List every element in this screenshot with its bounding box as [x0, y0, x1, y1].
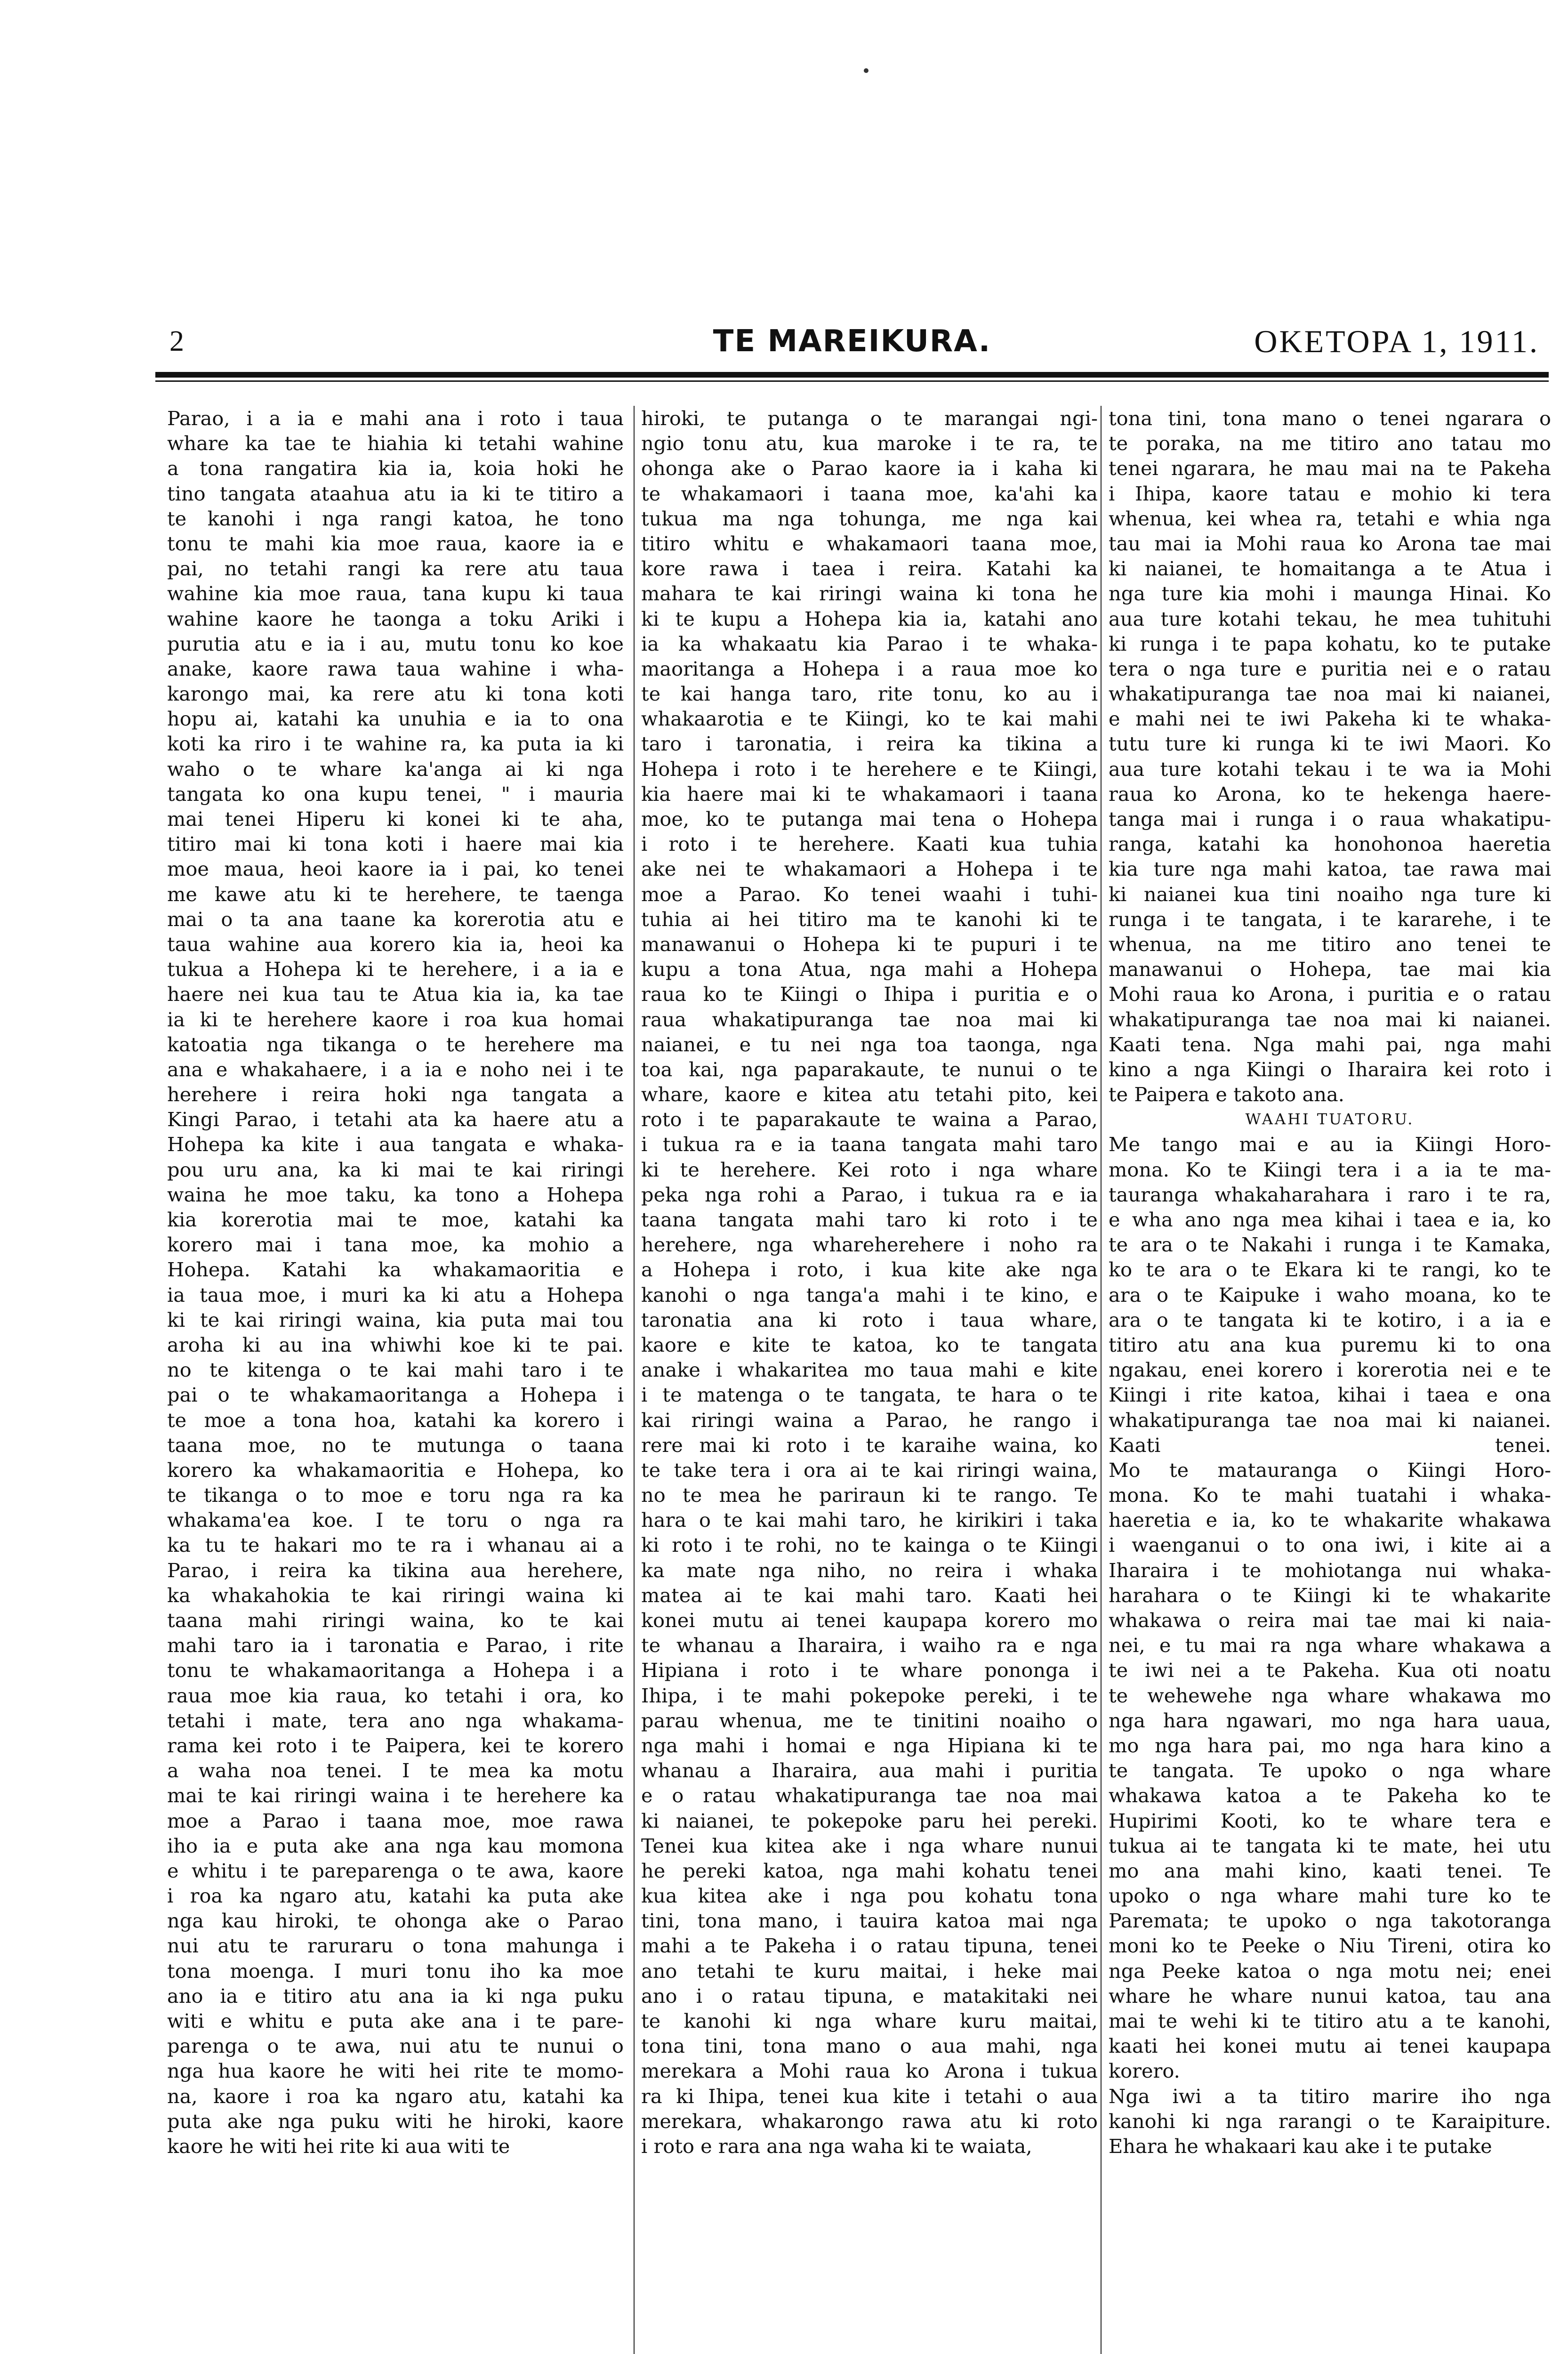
header-rule-thick	[155, 372, 1549, 378]
text-line: Parao, i reira ka tikina aua herehere,	[167, 1558, 624, 1582]
text-line: kanohi o nga tanga'a mahi i te kino, e	[641, 1283, 1098, 1306]
text-line: tau mai ia Mohi raua ko Arona tae mai	[1109, 532, 1551, 555]
text-line: whakatipuranga tae noa mai ki naianei,	[1109, 682, 1551, 706]
text-line: Kaati tena. Nga mahi pai, nga mahi	[1109, 1032, 1551, 1056]
text-line: nga ture kia mohi i maunga Hinai. Ko	[1109, 582, 1551, 605]
text-line: runga i te tangata, i te kararehe, i te	[1109, 907, 1551, 931]
text-line: tera o nga ture e puritia nei e o ratau	[1109, 657, 1551, 680]
text-line: tutu ture ki runga ki te iwi Maori. Ko	[1109, 732, 1551, 756]
text-line: Kaati tenei.	[1109, 1433, 1551, 1457]
text-line: i te matenga o te tangata, te hara o te	[641, 1383, 1098, 1407]
text-line: whenua, na me titiro ano tenei te	[1109, 932, 1551, 956]
text-line: rere mai ki roto i te karaihe waina, ko	[641, 1433, 1098, 1457]
text-line: Parao, i a ia e mahi ana i roto i taua	[167, 407, 624, 430]
text-line: raua ko te Kiingi o Ihipa i puritia e o	[641, 983, 1098, 1006]
text-line: kore rawa i taea i reira. Katahi ka	[641, 557, 1098, 580]
print-speck	[864, 68, 868, 73]
text-line: taana tangata mahi taro ki roto i te	[641, 1208, 1098, 1231]
page-number: 2	[169, 325, 184, 357]
text-line: maoritanga a Hohepa i a raua moe ko	[641, 657, 1098, 680]
text-line: na, kaore i roa ka ngaro atu, katahi ka	[167, 2084, 624, 2108]
text-line: wahine kia moe raua, tana kupu ki taua	[167, 582, 624, 605]
text-line: raua moe kia raua, ko tetahi i ora, ko	[167, 1684, 624, 1707]
text-line: te tikanga o to moe e toru nga ra ka	[167, 1483, 624, 1507]
text-line: hara o te kai mahi taro, he kirikiri i taka	[641, 1508, 1098, 1532]
text-line: te kanohi ki nga whare kuru maitai,	[641, 2009, 1098, 2032]
text-line: nei, e tu mai ra nga whare whakawa a	[1109, 1634, 1551, 1657]
text-line: mahara te kai riringi waina ki tona he	[641, 582, 1098, 605]
text-line: titiro atu ana kua puremu ki to ona	[1109, 1333, 1551, 1356]
text-line: tuhia ai hei titiro ma te kanohi ki te	[641, 907, 1098, 931]
text-line: korero mai i tana moe, ka mohio a	[167, 1233, 624, 1257]
text-line: ki naianei, te homaitanga a te Atua i	[1109, 557, 1551, 580]
text-line: mahi a te Pakeha i o ratau tipuna, tenei	[641, 1934, 1098, 1958]
text-line: anake, kaore rawa taua wahine i wha-	[167, 657, 624, 680]
text-line: mai o ta ana taane ka korerotia atu e	[167, 907, 624, 931]
text-line: Ihipa, i te mahi pokepoke pereki, i te	[641, 1684, 1098, 1707]
text-line: i roto e rara ana nga waha ki te waiata,	[641, 2134, 1032, 2158]
text-line: ara o te Kaipuke i waho moana, ko te	[1109, 1283, 1551, 1306]
text-line: matea ai te kai mahi taro. Kaati hei	[641, 1583, 1098, 1607]
text-line: ki te herehere. Kei roto i nga whare	[641, 1158, 1098, 1181]
text-line: titiro mai ki tona koti i haere mai kia	[167, 832, 624, 856]
text-line: no te mea he pariraun ki te rango. Te	[641, 1483, 1098, 1507]
column-3	[1109, 406, 1551, 2354]
text-line: te take tera i ora ai te kai riringi waina,	[641, 1458, 1098, 1482]
text-line: nui atu te raruraru o tona mahunga i	[167, 1934, 624, 1958]
newspaper-title: TE MAREIKURA.	[713, 324, 991, 359]
text-line: haere nei kua tau te Atua kia ia, ka tae	[167, 983, 624, 1006]
text-line: Iharaira i te mohiotanga nui whaka-	[1109, 1558, 1551, 1582]
text-line: ake nei te whakamaori a Hohepa i te	[641, 857, 1098, 881]
text-line: mahi taro ia i taronatia e Parao, i rite	[167, 1634, 624, 1657]
text-line: te moe a tona hoa, katahi ka korero i	[167, 1408, 624, 1432]
text-line: ana e whakahaere, i a ia e noho nei i te	[167, 1057, 624, 1081]
text-line: te ara o te Nakahi i runga i te Kamaka,	[1109, 1233, 1551, 1257]
text-line: herehere i reira hoki nga tangata a	[167, 1083, 624, 1106]
text-line: e wha ano nga mea kihai i taea e ia, ko	[1109, 1208, 1551, 1231]
text-line: i roa ka ngaro atu, katahi ka puta ake	[167, 1884, 624, 1908]
text-line: whakatipuranga tae noa mai ki naianei.	[1109, 1408, 1551, 1432]
text-line: ki runga i te papa kohatu, ko te putake	[1109, 632, 1551, 655]
text-line: nga hara ngawari, mo nga hara uaua,	[1109, 1709, 1551, 1732]
text-line: ara o te tangata ki te kotiro, i a ia e	[1109, 1308, 1551, 1331]
text-line: upoko o nga whare mahi ture ko te	[1109, 1884, 1551, 1908]
text-line: whakawa katoa a te Pakeha ko te	[1109, 1784, 1551, 1807]
text-line: pai, no tetahi rangi ka rere atu taua	[167, 557, 624, 580]
text-line: tona moenga. I muri tonu iho ka moe	[167, 1959, 624, 1983]
column-1	[167, 406, 624, 2354]
text-line: roto i te paparakaute te waina a Parao,	[641, 1108, 1098, 1131]
text-line: witi e whitu e puta ake ana i te pare-	[167, 2009, 624, 2032]
text-line: moe a Parao i taana moe, moe rawa	[167, 1809, 624, 1832]
text-line: kanohi ki nga rarangi o te Karaipiture.	[1109, 2109, 1551, 2133]
text-line: Ehara he whakaari kau ake i te putake	[1109, 2134, 1492, 2158]
text-line: ano tetahi te kuru maitai, i heke mai	[641, 1959, 1098, 1983]
text-line: ano i o ratau tipuna, e matakitaki nei	[641, 1984, 1098, 2007]
text-line: te whanau a Iharaira, i waiho ra e nga	[641, 1634, 1098, 1657]
text-line: kaore he witi hei rite ki aua witi te	[167, 2134, 510, 2158]
text-line: whenua, kei whea ra, tetahi e whia nga	[1109, 507, 1551, 530]
text-line: Hipiana i roto i te whare pononga i	[641, 1659, 1098, 1682]
text-line: tona tini, tona mano o tenei ngarara o	[1109, 407, 1551, 430]
text-line: ia taua moe, i muri ka ki atu a Hohepa	[167, 1283, 624, 1306]
text-line: me kawe atu ki te herehere, te taenga	[167, 882, 624, 906]
header-rule-thin	[155, 380, 1549, 382]
text-line: te kanohi i nga rangi katoa, he tono	[167, 507, 624, 530]
text-line: Tenei kua kitea ake i nga whare nunui	[641, 1834, 1098, 1857]
issue-date: OKETOPA 1, 1911.	[1254, 323, 1539, 359]
text-line: kino a nga Kiingi o Iharaira kei roto i	[1109, 1057, 1551, 1081]
text-line: ranga, katahi ka honohonoa haeretia	[1109, 832, 1551, 856]
text-line: te whakamaori i taana moe, ka'ahi ka	[641, 482, 1098, 505]
text-line: ki naianei, te pokepoke paru hei pereki.	[641, 1809, 1098, 1832]
text-line: ka tu te hakari mo te ra i whanau ai a	[167, 1533, 624, 1557]
text-line: moe, ko te putanga mai tena o Hohepa	[641, 807, 1098, 830]
text-line: Hupirimi Kooti, ko te whare tera e	[1109, 1809, 1551, 1832]
text-line: e mahi nei te iwi Pakeha ki te whaka-	[1109, 707, 1551, 731]
text-line: tanga mai i runga i o raua whakatipu-	[1109, 807, 1551, 830]
text-line: whakama'ea koe. I te toru o nga ra	[167, 1508, 624, 1532]
text-line: tetahi i mate, tera ano nga whakama-	[167, 1709, 624, 1732]
text-line: hopu ai, katahi ka unuhia e ia to ona	[167, 707, 624, 731]
text-line: ki naianei kua tini noaiho nga ture ki	[1109, 882, 1551, 906]
text-line: haeretia e ia, ko te whakarite whakawa	[1109, 1508, 1551, 1532]
text-line: ra ki Ihipa, tenei kua kite i tetahi o aua	[641, 2084, 1098, 2108]
text-line: ka mate nga niho, no reira i whaka	[641, 1558, 1098, 1582]
text-line: taua wahine aua korero kia ia, heoi ka	[167, 932, 624, 956]
text-line: puta ake nga puku witi he hiroki, kaore	[167, 2109, 624, 2133]
text-line: pai o te whakamaoritanga a Hohepa i	[167, 1383, 624, 1407]
text-line: nga kau hiroki, te ohonga ake o Parao	[167, 1909, 624, 1933]
text-line: i waenganui o to ona iwi, i kite ai a	[1109, 1533, 1551, 1557]
text-line: he pereki katoa, nga mahi kohatu tenei	[641, 1859, 1098, 1882]
text-line: nga mahi i homai e nga Hipiana ki te	[641, 1733, 1098, 1757]
text-line: e o ratau whakatipuranga tae noa mai	[641, 1784, 1098, 1807]
text-line: kaati hei konei mutu ai tenei kaupapa	[1109, 2034, 1551, 2058]
text-line: mo ana mahi kino, kaati tenei. Te	[1109, 1859, 1551, 1882]
text-line: raua whakatipuranga tae noa mai ki	[641, 1008, 1098, 1031]
text-line: anake i whakaritea mo taua mahi e kite	[641, 1358, 1098, 1382]
text-line: ia ka whakaatu kia Parao i te whaka-	[641, 632, 1098, 655]
text-line: kia korerotia mai te moe, katahi ka	[167, 1208, 624, 1231]
text-line: te iwi nei a te Pakeha. Kua oti noatu	[1109, 1659, 1551, 1682]
text-line: ngakau, enei korero i korerotia nei e te	[1109, 1358, 1551, 1382]
text-line: peka nga rohi a Parao, i tukua ra e ia	[641, 1183, 1098, 1206]
text-line: ohonga ake o Parao kaore ia i kaha ki	[641, 457, 1098, 480]
text-line: Hohepa. Katahi ka whakamaoritia e	[167, 1258, 624, 1282]
page-header	[155, 325, 1549, 358]
text-line: a waha noa tenei. I te mea ka motu	[167, 1759, 624, 1782]
text-line: a tona rangatira kia ia, koia hoki he	[167, 457, 624, 480]
section-heading: WAAHI TUATORU.	[1245, 1110, 1415, 1129]
text-line: no te kitenga o te kai mahi taro i te	[167, 1358, 624, 1382]
text-line: taana moe, no te mutunga o taana	[167, 1433, 624, 1457]
text-line: titiro whitu e whakamaori taana moe,	[641, 532, 1098, 555]
text-line: merekara, whakarongo rawa atu ki roto	[641, 2109, 1098, 2133]
text-line: ia ki te herehere kaore i roa kua homai	[167, 1008, 624, 1031]
text-line: mai tenei Hiperu ki konei ki te aha,	[167, 807, 624, 830]
text-line: waho o te whare ka'anga ai ki nga	[167, 757, 624, 781]
column-divider-1	[634, 406, 635, 2354]
text-line: whakawa o reira mai tae mai ki naia-	[1109, 1609, 1551, 1632]
text-line: te tangata. Te upoko o nga whare	[1109, 1759, 1551, 1782]
text-line: whanau a Iharaira, aua mahi i puritia	[641, 1759, 1098, 1782]
text-line: mona. Ko te mahi tuatahi i whaka-	[1109, 1483, 1551, 1507]
text-line: Me tango mai e au ia Kiingi Horo-	[1109, 1133, 1551, 1156]
text-line: hiroki, te putanga o te marangai ngi-	[641, 407, 1098, 430]
text-line: koti ka riro i te wahine ra, ka puta ia ki	[167, 732, 624, 756]
text-line: mo nga hara pai, mo nga hara kino a	[1109, 1733, 1551, 1757]
text-line: ngio tonu atu, kua maroke i te ra, te	[641, 432, 1098, 455]
text-line: karongo mai, ka rere atu ki tona koti	[167, 682, 624, 706]
text-line: toa kai, nga paparakaute, te nunui o te	[641, 1057, 1098, 1081]
text-line: tonu te mahi kia moe raua, kaore ia e	[167, 532, 624, 555]
text-line: moe maua, heoi kaore ia i pai, ko tenei	[167, 857, 624, 881]
text-line: i Ihipa, kaore tatau e mohio ki tera	[1109, 482, 1551, 505]
text-line: nga Peeke katoa o nga motu nei; enei	[1109, 1959, 1551, 1983]
text-line: parenga o te awa, nui atu te nunui o	[167, 2034, 624, 2058]
text-line: purutia atu e ia i au, mutu tonu ko koe	[167, 632, 624, 655]
text-line: te wehewehe nga whare whakawa mo	[1109, 1684, 1551, 1707]
text-line: mai te wehi ki te titiro atu a te kanohi,	[1109, 2009, 1551, 2032]
text-line: herehere, nga whareherehere i noho ra	[641, 1233, 1098, 1257]
text-line: tukua ma nga tohunga, me nga kai	[641, 507, 1098, 530]
text-line: nga hua kaore he witi hei rite te momo-	[167, 2059, 624, 2083]
text-line: taro i taronatia, i reira ka tikina a	[641, 732, 1098, 756]
text-line: parau whenua, me te tinitini noaiho o	[641, 1709, 1098, 1732]
text-line: katoatia nga tikanga o te herehere ma	[167, 1032, 624, 1056]
text-line: e whitu i te pareparenga o te awa, kaore	[167, 1859, 624, 1882]
text-line: aroha ki au ina whiwhi koe ki te pai.	[167, 1333, 624, 1356]
text-line: rama kei roto i te Paipera, kei te korero	[167, 1733, 624, 1757]
text-line: aua ture kotahi tekau, he mea tuhituhi	[1109, 607, 1551, 630]
text-line: ko te ara o te Ekara ki te rangi, ko te	[1109, 1258, 1551, 1282]
text-line: Paremata; te upoko o nga takotoranga	[1109, 1909, 1551, 1933]
text-line: iho ia e puta ake ana nga kau momona	[167, 1834, 624, 1857]
text-line: tini, tona mano, i tauira katoa mai nga	[641, 1909, 1098, 1933]
text-line: ki roto i te rohi, no te kainga o te Kiingi	[641, 1533, 1098, 1557]
text-line: a Hohepa i roto, i kua kite ake nga	[641, 1258, 1098, 1282]
text-line: merekara a Mohi raua ko Arona i tukua	[641, 2059, 1098, 2083]
text-line: mona. Ko te Kiingi tera i a ia te ma-	[1109, 1158, 1551, 1181]
text-line: kia haere mai ki te whakamaori i taana	[641, 782, 1098, 806]
text-line: whare, kaore e kitea atu tetahi pito, kei	[641, 1083, 1098, 1106]
text-line: Nga iwi a ta titiro marire iho nga	[1109, 2084, 1551, 2108]
text-line: tukua ai te tangata ki te mate, hei utu	[1109, 1834, 1551, 1857]
text-line: harahara o te Kiingi ki te whakarite	[1109, 1583, 1551, 1607]
text-line: i tukua ra e ia taana tangata mahi taro	[641, 1133, 1098, 1156]
text-line: kua kitea ake i nga pou kohatu tona	[641, 1884, 1098, 1908]
text-line: moe a Parao. Ko tenei waahi i tuhi-	[641, 882, 1098, 906]
text-line: ano ia e titiro atu ana ia ki nga puku	[167, 1984, 624, 2007]
text-line: whare ka tae te hiahia ki tetahi wahine	[167, 432, 624, 455]
text-line: raua ko Arona, ko te hekenga haere-	[1109, 782, 1551, 806]
text-line: manawanui o Hohepa ki te pupuri i te	[641, 932, 1098, 956]
text-line: taronatia ana ki roto i taua whare,	[641, 1308, 1098, 1331]
text-line: kai riringi waina a Parao, he rango i	[641, 1408, 1098, 1432]
text-line: wahine kaore he taonga a toku Ariki i	[167, 607, 624, 630]
text-line: korero ka whakamaoritia e Hohepa, ko	[167, 1458, 624, 1482]
text-line: te kai hanga taro, rite tonu, ko au i	[641, 682, 1098, 706]
text-line: kupu a tona Atua, nga mahi a Hohepa	[641, 958, 1098, 981]
text-line: whare he whare nunui katoa, tau ana	[1109, 1984, 1551, 2007]
text-line: Hohepa ka kite i aua tangata e whaka-	[167, 1133, 624, 1156]
text-line: te Paipera e takoto ana.	[1109, 1083, 1344, 1106]
text-line: ki te kupu a Hohepa kia ia, katahi ano	[641, 607, 1098, 630]
text-line: whakatipuranga tae noa mai ki naianei.	[1109, 1008, 1551, 1031]
text-line: Kingi Parao, i tetahi ata ka haere atu a	[167, 1108, 624, 1131]
text-line: waina he moe taku, ka tono a Hohepa	[167, 1183, 624, 1206]
column-divider-2	[1101, 406, 1102, 2354]
text-line: mai te kai riringi waina i te herehere ka	[167, 1784, 624, 1807]
text-line: te poraka, na me titiro ano tatau mo	[1109, 432, 1551, 455]
text-line: konei mutu ai tenei kaupapa korero mo	[641, 1609, 1098, 1632]
text-line: i roto i te herehere. Kaati kua tuhia	[641, 832, 1098, 856]
text-line: manawanui o Hohepa, tae mai kia	[1109, 958, 1551, 981]
text-line: moni ko te Peeke o Niu Tireni, otira ko	[1109, 1934, 1551, 1958]
text-line: korero.	[1109, 2059, 1180, 2083]
text-line: Mo te matauranga o Kiingi Horo-	[1109, 1458, 1551, 1482]
text-line: tauranga whakaharahara i raro i te ra,	[1109, 1183, 1551, 1206]
text-line: Mohi raua ko Arona, i puritia e o ratau	[1109, 983, 1551, 1006]
text-line: ka whakahokia te kai riringi waina ki	[167, 1583, 624, 1607]
text-line: pou uru ana, ka ki mai te kai riringi	[167, 1158, 624, 1181]
column-2	[641, 406, 1098, 2354]
text-line: ki te kai riringi waina, kia puta mai tou	[167, 1308, 624, 1331]
text-line: aua ture kotahi tekau i te wa ia Mohi	[1109, 757, 1551, 781]
text-line: kia ture nga mahi katoa, tae rawa mai	[1109, 857, 1551, 881]
text-line: tenei ngarara, he mau mai na te Pakeha	[1109, 457, 1551, 480]
text-line: taana mahi riringi waina, ko te kai	[167, 1609, 624, 1632]
text-line: tukua a Hohepa ki te herehere, i a ia e	[167, 958, 624, 981]
text-line: tona tini, tona mano o aua mahi, nga	[641, 2034, 1098, 2058]
text-line: tonu te whakamaoritanga a Hohepa i a	[167, 1659, 624, 1682]
text-line: whakaarotia e te Kiingi, ko te kai mahi	[641, 707, 1098, 731]
text-line: Hohepa i roto i te herehere e te Kiingi,	[641, 757, 1098, 781]
text-line: Kiingi i rite katoa, kihai i taea e ona	[1109, 1383, 1551, 1407]
text-line: naianei, e tu nei nga toa taonga, nga	[641, 1032, 1098, 1056]
text-line: tino tangata ataahua atu ia ki te titiro a	[167, 482, 624, 505]
text-line: kaore e kite te katoa, ko te tangata	[641, 1333, 1098, 1356]
text-line: tangata ko ona kupu tenei, " i mauria	[167, 782, 624, 806]
